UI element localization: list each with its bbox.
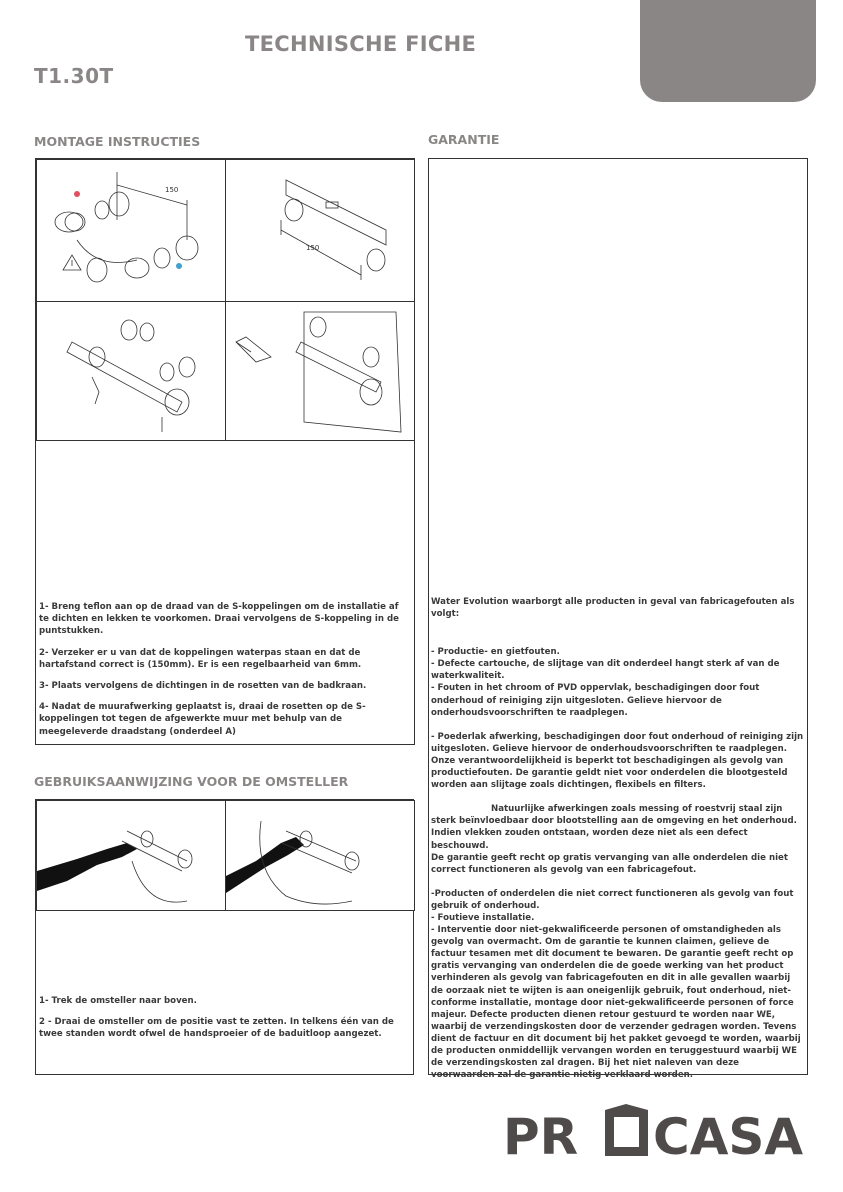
- dimension-label-2: 150: [306, 244, 320, 252]
- montage-panel: [35, 158, 415, 745]
- montage-step-4: 4- Nadat de muurafwerking geplaatst is, draai de rosetten op de S-koppelingen tot tegen de afgewerkte muur met behulp van de meegeleverde draadstang (onderdeel A): [39, 702, 366, 737]
- usage-steps: [39, 995, 409, 1050]
- garantie-item: - Foutieve installatie.: [431, 912, 535, 923]
- garantie-item: - Defecte cartouche, de slijtage van dit onderdeel hangt sterk af van de waterkwaliteit.: [431, 659, 780, 682]
- montage-heading: MONTAGE INSTRUCTIES: [34, 134, 201, 149]
- garantie-intro: Water Evolution waarborgt alle producten in geval van fabricagefouten als volgt:: [431, 597, 795, 620]
- usage-heading: GEBRUIKSAANWIJZING VOOR DE OMSTELLER: [34, 774, 349, 789]
- corner-tab: [640, 0, 816, 102]
- garantie-text: [431, 596, 805, 1081]
- garantie-item: De garantie geeft recht op gratis vervanging van alle onderdelen die niet correct functioneren als gevolg van een fabricagefout.: [431, 852, 788, 875]
- garantie-panel: [428, 158, 808, 1081]
- garantie-item: - Interventie door niet-gekwalificeerde personen of omstandigheden als gevolg van overmacht. Om de garantie te kunnen claimen, gelieve de factuur tesamen met dit document te bewaren. De garantie geeft recht op gratis vervanging van onderdelen die de goede werking van het product verhinderen als gevolg van fabricagefouten en dit in alle gevallen waarbij de oorzaak niet te wijten is aan oneigenlijk gebruik, fout onderhoud, niet-conforme installatie, montage door niet-gekwalificeerde personen of force majeur. Defecte producten dienen retour gestuurd te worden naar WE, waarbij de verzendingskosten door de verzender gedragen worden. Tevens dient de factuur en dit document bij het pakket gevoegd te worden, waarbij de producten onmiddellijk vervangen worden en teruggestuurd waarbij WE de verzendingskosten zal dragen. Bij het niet naleven van deze voorwaarden zal de garantie nietig verklaard worden.: [431, 925, 801, 1081]
- procasa-logo: [503, 1104, 808, 1164]
- montage-step-1: 1- Breng teflon aan op de draad van de S-koppelingen om de installatie af te dichten en lekken te voorkomen. Draai vervolgens de S-koppeling in de puntstukken.: [39, 602, 399, 637]
- garantie-item: Natuurlijke afwerkingen zoals messing of roestvrij staal zijn sterk beïnvloedbaar door blootstelling aan de omgeving en het onderhoud. Indien vlekken zouden ontstaan, worden deze niet als een defect beschouwd.: [431, 804, 797, 851]
- montage-steps: [39, 601, 411, 747]
- illustration-level-spacing: [225, 159, 415, 302]
- garantie-item: - Poederlak afwerking, beschadigingen door fout onderhoud of reiniging zijn uitgesloten. Gelieve hiervoor de onderhoudsvoorschriften te raadplegen.: [431, 731, 804, 754]
- garantie-heading: GARANTIE: [428, 132, 500, 147]
- garantie-item: - Productie- en gietfouten.: [431, 647, 560, 658]
- logo-house-icon: [605, 1104, 648, 1156]
- illustration-rosettes: [225, 301, 415, 441]
- illustration-gaskets: [36, 301, 226, 441]
- montage-step-2: 2- Verzeker er u van dat de koppelingen waterpas staan en dat de hartafstand correct is (150mm). Er is een regelbaarheid van 6mm.: [39, 647, 362, 670]
- garantie-item: -Producten of onderdelen die niet correct functioneren als gevolg van fout gebruik of onderhoud.: [431, 888, 794, 911]
- illustration-lift-diverter: [36, 800, 226, 911]
- dimension-label-1: 150: [165, 186, 179, 194]
- garantie-item: - Fouten in het chroom of PVD oppervlak, beschadigingen door fout onderhoud of reiniging zijn uitgesloten. Gelieve hiervoor de onderhoudsvoorschriften te raadplegen.: [431, 683, 760, 718]
- logo-text-left: PR: [503, 1108, 579, 1164]
- page-title: TECHNISCHE FICHE: [245, 32, 477, 56]
- illustration-s-coupling: [36, 159, 226, 302]
- logo-text-right: CASA: [653, 1108, 804, 1164]
- usage-step-2: 2 - Draai de omsteller om de positie vast te zetten. In telkens één van de twee standen wordt ofwel de handsproeier of de baduitloop aangezet.: [39, 1017, 394, 1040]
- model-number: T1.30T: [34, 64, 114, 88]
- garantie-item: Onze verantwoordelijkheid is beperkt tot beschadigingen als gevolg van productiefouten. De garantie geldt niet voor onderdelen die blootgesteld worden aan slijtage zoals dichtingen, flexibels en filters.: [431, 755, 788, 791]
- montage-step-3: 3- Plaats vervolgens de dichtingen in de rosetten van de badkraan.: [39, 681, 367, 692]
- illustration-turn-diverter: [225, 800, 415, 911]
- usage-panel: [35, 799, 414, 1075]
- usage-step-1: 1- Trek de omsteller naar boven.: [39, 996, 197, 1006]
